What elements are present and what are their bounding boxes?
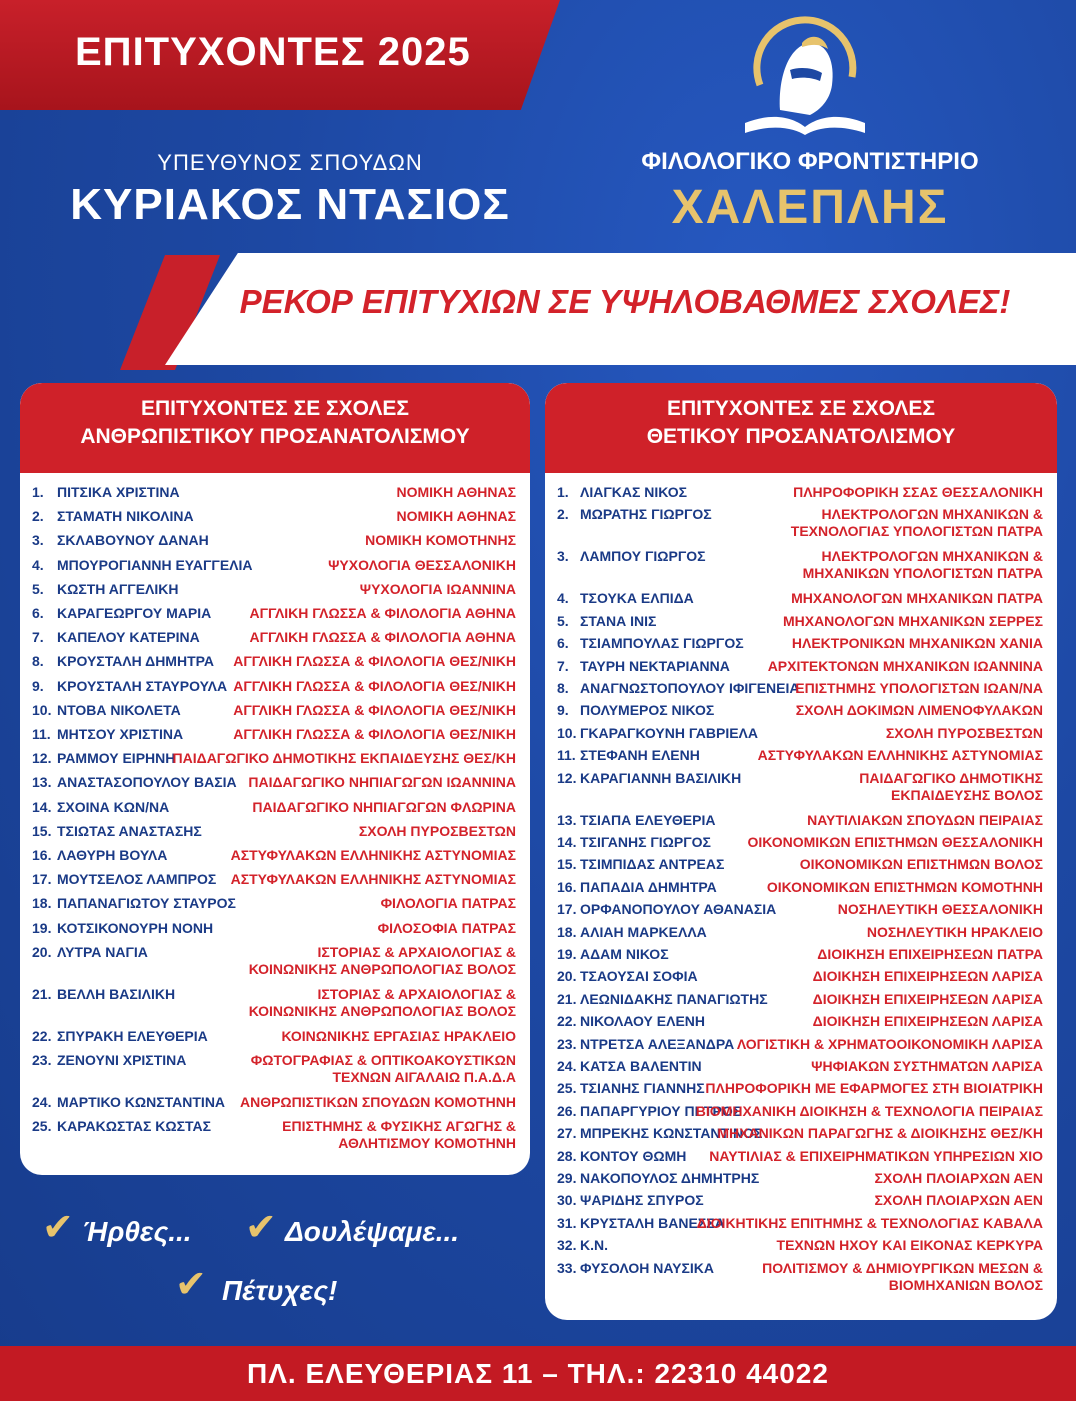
school-name-line2: ΤΕΧΝΟΛΟΓΙΑΣ ΥΠΟΛΟΓΙΣΤΩΝ ΠΑΤΡΑ [790,523,1043,540]
school-name-line2: ΕΚΠΑΙΔΕΥΣΗΣ ΒΟΛΟΣ [891,786,1043,803]
row-number: 9. [557,702,569,719]
row-number: 1. [32,484,44,500]
row-number: 1. [557,484,569,500]
school-name: ΦΙΛΟΛΟΓΙΑ ΠΑΤΡΑΣ [380,895,516,912]
school-name: ΣΧΟΛΗ ΠΛΟΙΑΡΧΩΝ ΑΕΝ [874,1192,1043,1209]
row-number: 22. [557,1013,577,1030]
row-number: 16. [32,847,52,863]
student-name: ΠΙΤΣΙΚΑ ΧΡΙΣΤΙΝΑ [57,484,180,500]
student-name: ΠΑΠΑΔΙΑ ΔΗΜΗΤΡΑ [580,878,717,895]
row-number: 5. [557,612,569,629]
row-number: 31. [557,1214,577,1231]
row-number: 4. [557,590,569,607]
student-name: ΑΝΑΓΝΩΣΤΟΠΟΥΛΟΥ ΙΦΙΓΕΝΕΙΑ [580,680,800,696]
record-banner-text: ΡΕΚΟΡ ΕΠΙΤΥΧΙΩΝ ΣΕ ΥΨΗΛΟΒΑΘΜΕΣ ΣΧΟΛΕΣ! [239,283,1011,320]
slogan-came: Ήρθες... [82,1216,192,1247]
student-name: ΛΑΘΥΡΗ ΒΟΥΛΑ [57,847,168,863]
row-number: 9. [32,677,44,694]
row-number: 10. [32,701,52,718]
supervisor-label: ΥΠΕΥΘΥΝΟΣ ΣΠΟΥΔΩΝ [157,150,423,175]
school-name: ΔΙΟΙΚΗΣΗ ΕΠΙΧΕΙΡΗΣΕΩΝ ΛΑΡΙΣΑ [812,968,1043,985]
row-number: 3. [557,548,569,565]
checkmark-icon: ✔ [42,1207,74,1249]
row-number: 18. [32,895,52,912]
slogan-succeeded: Πέτυχες! [222,1275,338,1306]
row-number: 22. [32,1027,52,1044]
student-name: ΤΣΙΑΜΠΟΥΛΑΣ ΓΙΩΡΓΟΣ [580,635,744,652]
school-name: ΠΛΗΡΟΦΟΡΙΚΗ ΣΣΑΣ ΘΕΣΣΑΛΟΝΙΚΗ [793,484,1043,500]
school-name: ΛΟΓΙΣΤΙΚΗ & ΧΡΗΜΑΤΟΟΙΚΟΝΟΜΙΚΗ ΛΑΡΙΣΑ [736,1035,1043,1052]
row-number: 27. [557,1125,577,1142]
school-name: ΦΩΤΟΓΡΑΦΙΑΣ & ΟΠΤΙΚΟΑΚΟΥΣΤΙΚΩΝ [250,1052,516,1068]
student-name: ΜΩΡΑΤΗΣ ΓΙΩΡΓΟΣ [580,506,712,523]
student-name: ΣΠΥΡΑΚΗ ΕΛΕΥΘΕΡΙΑ [57,1027,208,1044]
school-name: ΚΟΙΝΩΝΙΚΗΣ ΕΡΓΑΣΙΑΣ ΗΡΑΚΛΕΙΟ [281,1027,516,1044]
row-number: 13. [557,811,577,828]
student-name: ΤΣΙΑΝΗΣ ΓΙΑΝΝΗΣ [580,1080,705,1097]
checkmark-icon: ✔ [175,1264,207,1306]
student-name: ΚΡΟΥΣΤΑΛΗ ΔΗΜΗΤΡΑ [57,653,215,670]
student-name: ΤΣΙΜΠΙΔΑΣ ΑΝΤΡΕΑΣ [580,856,725,873]
school-name: ΝΑΥΤΙΛΙΑΚΩΝ ΣΠΟΥΔΩΝ ΠΕΙΡΑΙΑΣ [807,811,1043,828]
school-name: ΝΟΜΙΚΗ ΑΘΗΝΑΣ [396,484,516,500]
student-name: ΤΣΙΩΤΑΣ ΑΝΑΣΤΑΣΗΣ [57,822,202,839]
school-name-line2: ΤΕΧΝΩΝ ΑΙΓΑΛΑΙΩ Π.Α.Δ.Α [332,1069,516,1085]
school-name: ΠΑΙΔΑΓΩΓΙΚΟ ΔΗΜΟΤΙΚΗΣ [859,769,1043,786]
student-name: ΣΤΕΦΑΝΗ ΕΛΕΝΗ [580,747,700,764]
row-number: 19. [32,919,52,936]
row-number: 24. [32,1094,52,1110]
row-number: 12. [32,750,52,767]
school-name: ΑΡΧΙΤΕΚΤΟΝΩΝ ΜΗΧΑΝΙΚΩΝ ΙΩΑΝΝΙΝΑ [767,657,1043,674]
sciences-title-line1: ΕΠΙΤΥΧΟΝΤΕΣ ΣΕ ΣΧΟΛΕΣ [666,397,936,420]
row-number: 16. [557,878,577,895]
row-number: 8. [32,653,44,670]
school-name: ΣΧΟΛΗ ΠΥΡΟΣΒΕΣΤΩΝ [885,724,1043,741]
row-number: 20. [557,968,577,985]
row-number: 3. [32,532,44,549]
school-name: ΑΓΓΛΙΚΗ ΓΛΩΣΣΑ & ΦΙΛΟΛΟΓΙΑ ΘΕΣ/ΝΙΚΗ [233,726,516,742]
school-name: ΙΣΤΟΡΙΑΣ & ΑΡΧΑΙΟΛΟΓΙΑΣ & [317,985,516,1002]
row-number: 7. [32,629,44,646]
student-name: ΚΑΡΑΓΕΩΡΓΟΥ ΜΑΡΙΑ [57,605,212,621]
school-name: ΣΧΟΛΗ ΠΥΡΟΣΒΕΣΤΩΝ [358,822,516,839]
school-name: ΒΙΟΜΗΧΑΝΙΚΗ ΔΙΟΙΚΗΣΗ & ΤΕΧΝΟΛΟΓΙΑ ΠΕΙΡΑΙΑΣ [695,1102,1043,1119]
school-name-line2: ΚΟΙΝΩΝΙΚΗΣ ΑΝΘΡΩΠΟΛΟΓΙΑΣ ΒΟΛΟΣ [248,960,516,977]
student-name: ΚΟΝΤΟΥ ΘΩΜΗ [580,1147,687,1164]
school-name: ΣΧΟΛΗ ΔΟΚΙΜΩΝ ΛΙΜΕΝΟΦΥΛΑΚΩΝ [795,702,1043,719]
student-name: ΚΑΤΣΑ ΒΑΛΕΝΤΙΝ [580,1058,702,1074]
student-name: ΜΠΡΕΚΗΣ ΚΩΝΣΤΑΝΤΙΝΟΣ [580,1125,763,1142]
student-name: ΝΑΚΟΠΟΥΛΟΣ ΔΗΜΗΤΡΗΣ [580,1170,760,1186]
school-name: ΝΟΣΗΛΕΥΤΙΚΗ ΘΕΣΣΑΛΟΝΙΚΗ [837,901,1043,918]
student-name: ΤΑΥΡΗ ΝΕΚΤΑΡΙΑΝΝΑ [580,657,730,674]
student-name: ΚΡΥΣΤΑΛΗ ΒΑΝΕΣΣΑ [580,1214,725,1231]
school-name: ΕΠΙΣΤΗΜΗΣ ΥΠΟΛΟΓΙΣΤΩΝ ΙΩΑΝ/ΝΑ [795,680,1043,696]
school-name: ΟΙΚΟΝΟΜΙΚΩΝ ΕΠΙΣΤΗΜΩΝ ΒΟΛΟΣ [799,856,1043,873]
sciences-title-line2: ΘΕΤΙΚΟΥ ΠΡΟΣΑΝΑΤΟΛΙΣΜΟΥ [646,425,956,448]
student-name: ΚΑΠΕΛΟΥ ΚΑΤΕΡΙΝΑ [57,629,200,646]
student-name: ΚΟΤΣΙΚΟΝΟΥΡΗ ΝΟΝΗ [57,919,214,936]
school-name: ΠΑΙΔΑΓΩΓΙΚΟ ΔΗΜΟΤΙΚΗΣ ΕΚΠΑΙΔΕΥΣΗΣ ΘΕΣ/ΚΗ [172,750,516,767]
row-number: 25. [32,1118,52,1135]
student-name: ΦΥΣΟΛΟΗ ΝΑΥΣΙΚΑ [580,1259,715,1276]
student-name: ΓΚΑΡΑΓΚΟΥΝΗ ΓΑΒΡΙΕΛΑ [580,724,759,741]
student-name: ΝΤΟΒΑ ΝΙΚΟΛΕΤΑ [57,701,181,718]
student-name: ΚΩΣΤΗ ΑΓΓΕΛΙΚΗ [57,580,179,597]
row-number: 33. [557,1259,577,1276]
school-name: ΨΥΧΟΛΟΓΙΑ ΘΕΣΣΑΛΟΝΙΚΗ [328,556,516,573]
school-name: ΑΓΓΛΙΚΗ ΓΛΩΣΣΑ & ΦΙΛΟΛΟΓΙΑ ΑΘΗΝΑ [249,629,516,646]
school-name: ΠΛΗΡΟΦΟΡΙΚΗ ΜΕ ΕΦΑΡΜΟΓΕΣ ΣΤΗ ΒΙΟΙΑΤΡΙΚΗ [705,1080,1043,1097]
humanities-panel-header [20,383,530,473]
student-name: ΝΙΚΟΛΑΟΥ ΕΛΕΝΗ [580,1013,706,1030]
row-number: 2. [557,506,569,523]
row-number: 19. [557,946,577,962]
school-name: ΝΟΜΙΚΗ ΑΘΗΝΑΣ [396,508,516,525]
school-name: ΦΙΛΟΛΟΓΙΚΟ ΦΡΟΝΤΙΣΤΗΡΙΟ [641,148,979,175]
student-name: ΠΟΛΥΜΕΡΟΣ ΝΙΚΟΣ [580,702,715,719]
row-number: 15. [32,822,52,839]
row-number: 6. [32,605,44,621]
humanities-panel [20,383,530,1175]
school-brand-name: ΧΑΛΕΠΛΗΣ [671,181,949,234]
student-name: ΨΑΡΙΔΗΣ ΣΠΥΡΟΣ [580,1192,704,1209]
row-number: 23. [557,1035,577,1052]
school-name: ΣΧΟΛΗ ΠΛΟΙΑΡΧΩΝ ΑΕΝ [874,1170,1043,1186]
school-name: ΤΕΧΝΩΝ ΗΧΟΥ ΚΑΙ ΕΙΚΟΝΑΣ ΚΕΡΚΥΡΑ [776,1237,1043,1254]
school-name: ΠΑΙΔΑΓΩΓΙΚΟ ΝΗΠΙΑΓΩΓΩΝ ΦΛΩΡΙΝΑ [252,798,516,815]
row-number: 11. [557,747,576,764]
student-name: ΑΝΑΣΤΑΣΟΠΟΥΛΟΥ ΒΑΣΙΑ [57,774,237,791]
row-number: 18. [557,923,577,940]
row-number: 32. [557,1237,577,1254]
spartan-helmet-logo [740,15,870,140]
student-name: ΑΛΙΑΗ ΜΑΡΚΕΛΛΑ [580,923,707,940]
school-name: ΕΠΙΣΤΗΜΗΣ & ΦΥΣΙΚΗΣ ΑΓΩΓΗΣ & [282,1118,516,1135]
supervisor-name: ΚΥΡΙΑΚΟΣ ΝΤΑΣΙΟΣ [70,180,510,229]
school-name: ΨΗΦΙΑΚΩΝ ΣΥΣΤΗΜΑΤΩΝ ΛΑΡΙΣΑ [811,1058,1043,1074]
row-number: 6. [557,635,569,652]
school-name: ΨΥΧΟΛΟΓΙΑ ΙΩΑΝΝΙΝΑ [359,580,516,597]
student-name: ΜΑΡΤΙΚΟ ΚΩΝΣΤΑΝΤΙΝΑ [57,1094,226,1110]
student-name: ΟΡΦΑΝΟΠΟΥΛΟΥ ΑΘΑΝΑΣΙΑ [580,901,777,918]
row-number: 14. [32,798,52,815]
row-number: 11. [32,726,51,742]
student-name: ΡΑΜΜΟΥ ΕΙΡΗΝΗ [57,750,176,767]
school-name: ΔΙΟΙΚΗΣΗ ΕΠΙΧΕΙΡΗΣΕΩΝ ΛΑΡΙΣΑ [812,990,1043,1007]
student-name: ΛΥΤΡΑ ΝΑΓΙΑ [57,943,148,960]
row-number: 10. [557,724,577,741]
row-number: 20. [32,943,52,960]
school-name: ΔΙΟΙΚΗΤΙΚΗΣ ΕΠΙΤΗΜΗΣ & ΤΕΧΝΟΛΟΓΙΑΣ ΚΑΒΑΛΑ [696,1214,1043,1231]
school-name: ΑΝΘΡΩΠΙΣΤΙΚΩΝ ΣΠΟΥΔΩΝ ΚΟΜΟΤΗΝΗ [239,1094,516,1110]
footer-contact: ΠΛ. ΕΛΕΥΘΕΡΙΑΣ 11 – ΤΗΛ.: 22310 44022 [247,1358,829,1389]
student-name: ΤΣΙΑΠΑ ΕΛΕΥΘΕΡΙΑ [580,811,716,828]
student-name: ΚΑΡΑΓΙΑΝΝΗ ΒΑΣΙΛΙΚΗ [580,769,742,786]
student-name: ΣΚΛΑΒΟΥΝΟΥ ΔΑΝΑΗ [57,532,209,549]
school-name: ΑΓΓΛΙΚΗ ΓΛΩΣΣΑ & ΦΙΛΟΛΟΓΙΑ ΘΕΣ/ΝΙΚΗ [233,653,516,670]
school-name: ΔΙΟΙΚΗΣΗ ΕΠΙΧΕΙΡΗΣΕΩΝ ΠΑΤΡΑ [817,946,1043,962]
school-name: ΝΟΜΙΚΗ ΚΟΜΟΤΗΝΗΣ [365,532,516,549]
student-name: ΤΣΙΓΑΝΗΣ ΓΙΩΡΓΟΣ [580,834,711,850]
school-name: ΜΗΧΑΝΟΛΟΓΩΝ ΜΗΧΑΝΙΚΩΝ ΠΑΤΡΑ [791,590,1043,607]
row-number: 25. [557,1080,577,1097]
student-name: ΣΤΑΝΑ ΙΝΙΣ [580,612,657,629]
row-number: 21. [557,990,577,1007]
row-number: 7. [557,657,569,674]
school-name: ΗΛΕΚΤΡΟΛΟΓΩΝ ΜΗΧΑΝΙΚΩΝ & [821,506,1043,523]
school-name: ΦΙΛΟΣΟΦΙΑ ΠΑΤΡΑΣ [377,919,516,936]
student-name: ΛΙΑΓΚΑΣ ΝΙΚΟΣ [580,484,688,500]
school-name: ΠΑΙΔΑΓΩΓΙΚΟ ΝΗΠΙΑΓΩΓΩΝ ΙΩΑΝΝΙΝΑ [248,774,516,791]
school-name: ΑΣΤΥΦΥΛΑΚΩΝ ΕΛΛΗΝΙΚΗΣ ΑΣΤΥΝΟΜΙΑΣ [230,847,516,863]
row-number: 26. [557,1102,577,1119]
checkmark-icon: ✔ [245,1207,277,1249]
school-name: ΑΣΤΥΦΥΛΑΚΩΝ ΕΛΛΗΝΙΚΗΣ ΑΣΤΥΝΟΜΙΑΣ [230,871,516,888]
school-name-line2: ΒΙΟΜΗΧΑΝΙΩΝ ΒΟΛΟΣ [888,1276,1043,1293]
student-name: ΝΤΡΕΤΣΑ ΑΛΕΞΑΝΔΡΑ [580,1035,735,1052]
row-number: 30. [557,1192,577,1209]
student-name: ΜΟΥΤΣΕΛΟΣ ΛΑΜΠΡΟΣ [57,871,217,888]
slogan-worked: Δουλέψαμε... [285,1216,460,1247]
school-name: ΗΛΕΚΤΡΟΝΙΚΩΝ ΜΗΧΑΝΙΚΩΝ ΧΑΝΙΑ [791,635,1043,652]
school-name-line2: ΚΟΙΝΩΝΙΚΗΣ ΑΝΘΡΩΠΟΛΟΓΙΑΣ ΒΟΛΟΣ [248,1002,516,1019]
sciences-panel-header [545,383,1057,473]
student-name: ΣΧΟΙΝΑ ΚΩΝ/ΝΑ [57,798,170,815]
row-number: 12. [557,769,577,786]
school-name: ΜΗΧΑΝΟΛΟΓΩΝ ΜΗΧΑΝΙΚΩΝ ΣΕΡΡΕΣ [782,612,1043,629]
row-number: 15. [557,856,577,873]
student-name: ΠΑΠΑΡΓΥΡΙΟΥ ΠΕΤΡΟΣ [580,1102,742,1119]
school-name: ΠΟΛΙΤΙΣΜΟΥ & ΔΗΜΙΟΥΡΓΙΚΩΝ ΜΕΣΩΝ & [762,1259,1043,1276]
row-number: 8. [557,680,569,696]
school-name: ΑΓΓΛΙΚΗ ΓΛΩΣΣΑ & ΦΙΛΟΛΟΓΙΑ ΑΘΗΝΑ [249,605,516,621]
school-name: ΜΗΧΑΝΙΚΩΝ ΠΑΡΑΓΩΓΗΣ & ΔΙΟΙΚΗΣΗΣ ΘΕΣ/ΚΗ [717,1125,1043,1142]
row-number: 14. [557,834,577,850]
school-name: ΙΣΤΟΡΙΑΣ & ΑΡΧΑΙΟΛΟΓΙΑΣ & [317,943,516,960]
humanities-title-line2: ΑΝΘΡΩΠΙΣΤΙΚΟΥ ΠΡΟΣΑΝΑΤΟΛΙΣΜΟΥ [80,425,470,448]
school-name: ΝΑΥΤΙΛΙΑΣ & ΕΠΙΧΕΙΡΗΜΑΤΙΚΩΝ ΥΠΗΡΕΣΙΩΝ ΧΙΟ [709,1147,1043,1164]
row-number: 23. [32,1052,52,1068]
school-name-line2: ΑΘΛΗΤΙΣΜΟΥ ΚΟΜΟΤΗΝΗ [338,1135,516,1152]
school-name: ΟΙΚΟΝΟΜΙΚΩΝ ΕΠΙΣΤΗΜΩΝ ΚΟΜΟΤΗΝΗ [766,878,1043,895]
student-name: ΠΑΠΑΝΑΓΙΩΤΟΥ ΣΤΑΥΡΟΣ [57,895,236,912]
row-number: 17. [32,871,52,888]
student-name: ΚΑΡΑΚΩΣΤΑΣ ΚΩΣΤΑΣ [57,1118,212,1135]
sciences-panel [545,383,1057,1320]
row-number: 13. [32,774,52,791]
student-name: ΣΤΑΜΑΤΗ ΝΙΚΟΛΙΝΑ [57,508,194,525]
school-name: ΔΙΟΙΚΗΣΗ ΕΠΙΧΕΙΡΗΣΕΩΝ ΛΑΡΙΣΑ [812,1013,1043,1030]
school-name: ΝΟΣΗΛΕΥΤΙΚΗ ΗΡΑΚΛΕΙΟ [866,923,1043,940]
student-name: ΒΕΛΛΗ ΒΑΣΙΛΙΚΗ [57,985,176,1002]
humanities-title-line1: ΕΠΙΤΥΧΟΝΤΕΣ ΣΕ ΣΧΟΛΕΣ [140,397,410,420]
row-number: 17. [557,901,577,918]
school-name: ΑΓΓΛΙΚΗ ΓΛΩΣΣΑ & ΦΙΛΟΛΟΓΙΑ ΘΕΣ/ΝΙΚΗ [233,701,516,718]
row-number: 2. [32,508,44,525]
row-number: 24. [557,1058,577,1074]
student-name: ΤΣΟΥΚΑ ΕΛΠΙΔΑ [580,590,694,607]
student-name: ΤΣΑΟΥΣΑΙ ΣΟΦΙΑ [580,968,698,985]
student-name: ΚΡΟΥΣΤΑΛΗ ΣΤΑΥΡΟΥΛΑ [57,677,228,694]
student-name: ΜΗΤΣΟΥ ΧΡΙΣΤΙΝΑ [57,726,184,742]
student-name: Κ.Ν. [580,1237,608,1254]
student-name: ΜΠΟΥΡΟΓΙΑΝΝΗ ΕΥΑΓΓΕΛΙΑ [57,556,253,573]
student-name: ΖΕΝΟΥΝΙ ΧΡΙΣΤΙΝΑ [57,1052,187,1068]
row-number: 4. [32,556,44,573]
row-number: 29. [557,1170,577,1186]
school-name-line2: ΜΗΧΑΝΙΚΩΝ ΥΠΟΛΟΓΙΣΤΩΝ ΠΑΤΡΑ [802,565,1043,582]
row-number: 5. [32,580,44,597]
row-number: 28. [557,1147,577,1164]
school-name: ΑΣΤΥΦΥΛΑΚΩΝ ΕΛΛΗΝΙΚΗΣ ΑΣΤΥΝΟΜΙΑΣ [757,747,1043,764]
student-name: ΑΔΑΜ ΝΙΚΟΣ [580,946,669,962]
school-name: ΑΓΓΛΙΚΗ ΓΛΩΣΣΑ & ΦΙΛΟΛΟΓΙΑ ΘΕΣ/ΝΙΚΗ [233,677,516,694]
school-name: ΗΛΕΚΤΡΟΛΟΓΩΝ ΜΗΧΑΝΙΚΩΝ & [821,548,1043,565]
row-number: 21. [32,985,52,1002]
top-banner-title: ΕΠΙΤΥΧΟΝΤΕΣ 2025 [75,30,471,74]
student-name: ΛΕΩΝΙΔΑΚΗΣ ΠΑΝΑΓΙΩΤΗΣ [580,990,768,1007]
school-name: ΟΙΚΟΝΟΜΙΚΩΝ ΕΠΙΣΤΗΜΩΝ ΘΕΣΣΑΛΟΝΙΚΗ [747,834,1043,850]
student-name: ΛΑΜΠΟΥ ΓΙΩΡΓΟΣ [580,548,706,565]
